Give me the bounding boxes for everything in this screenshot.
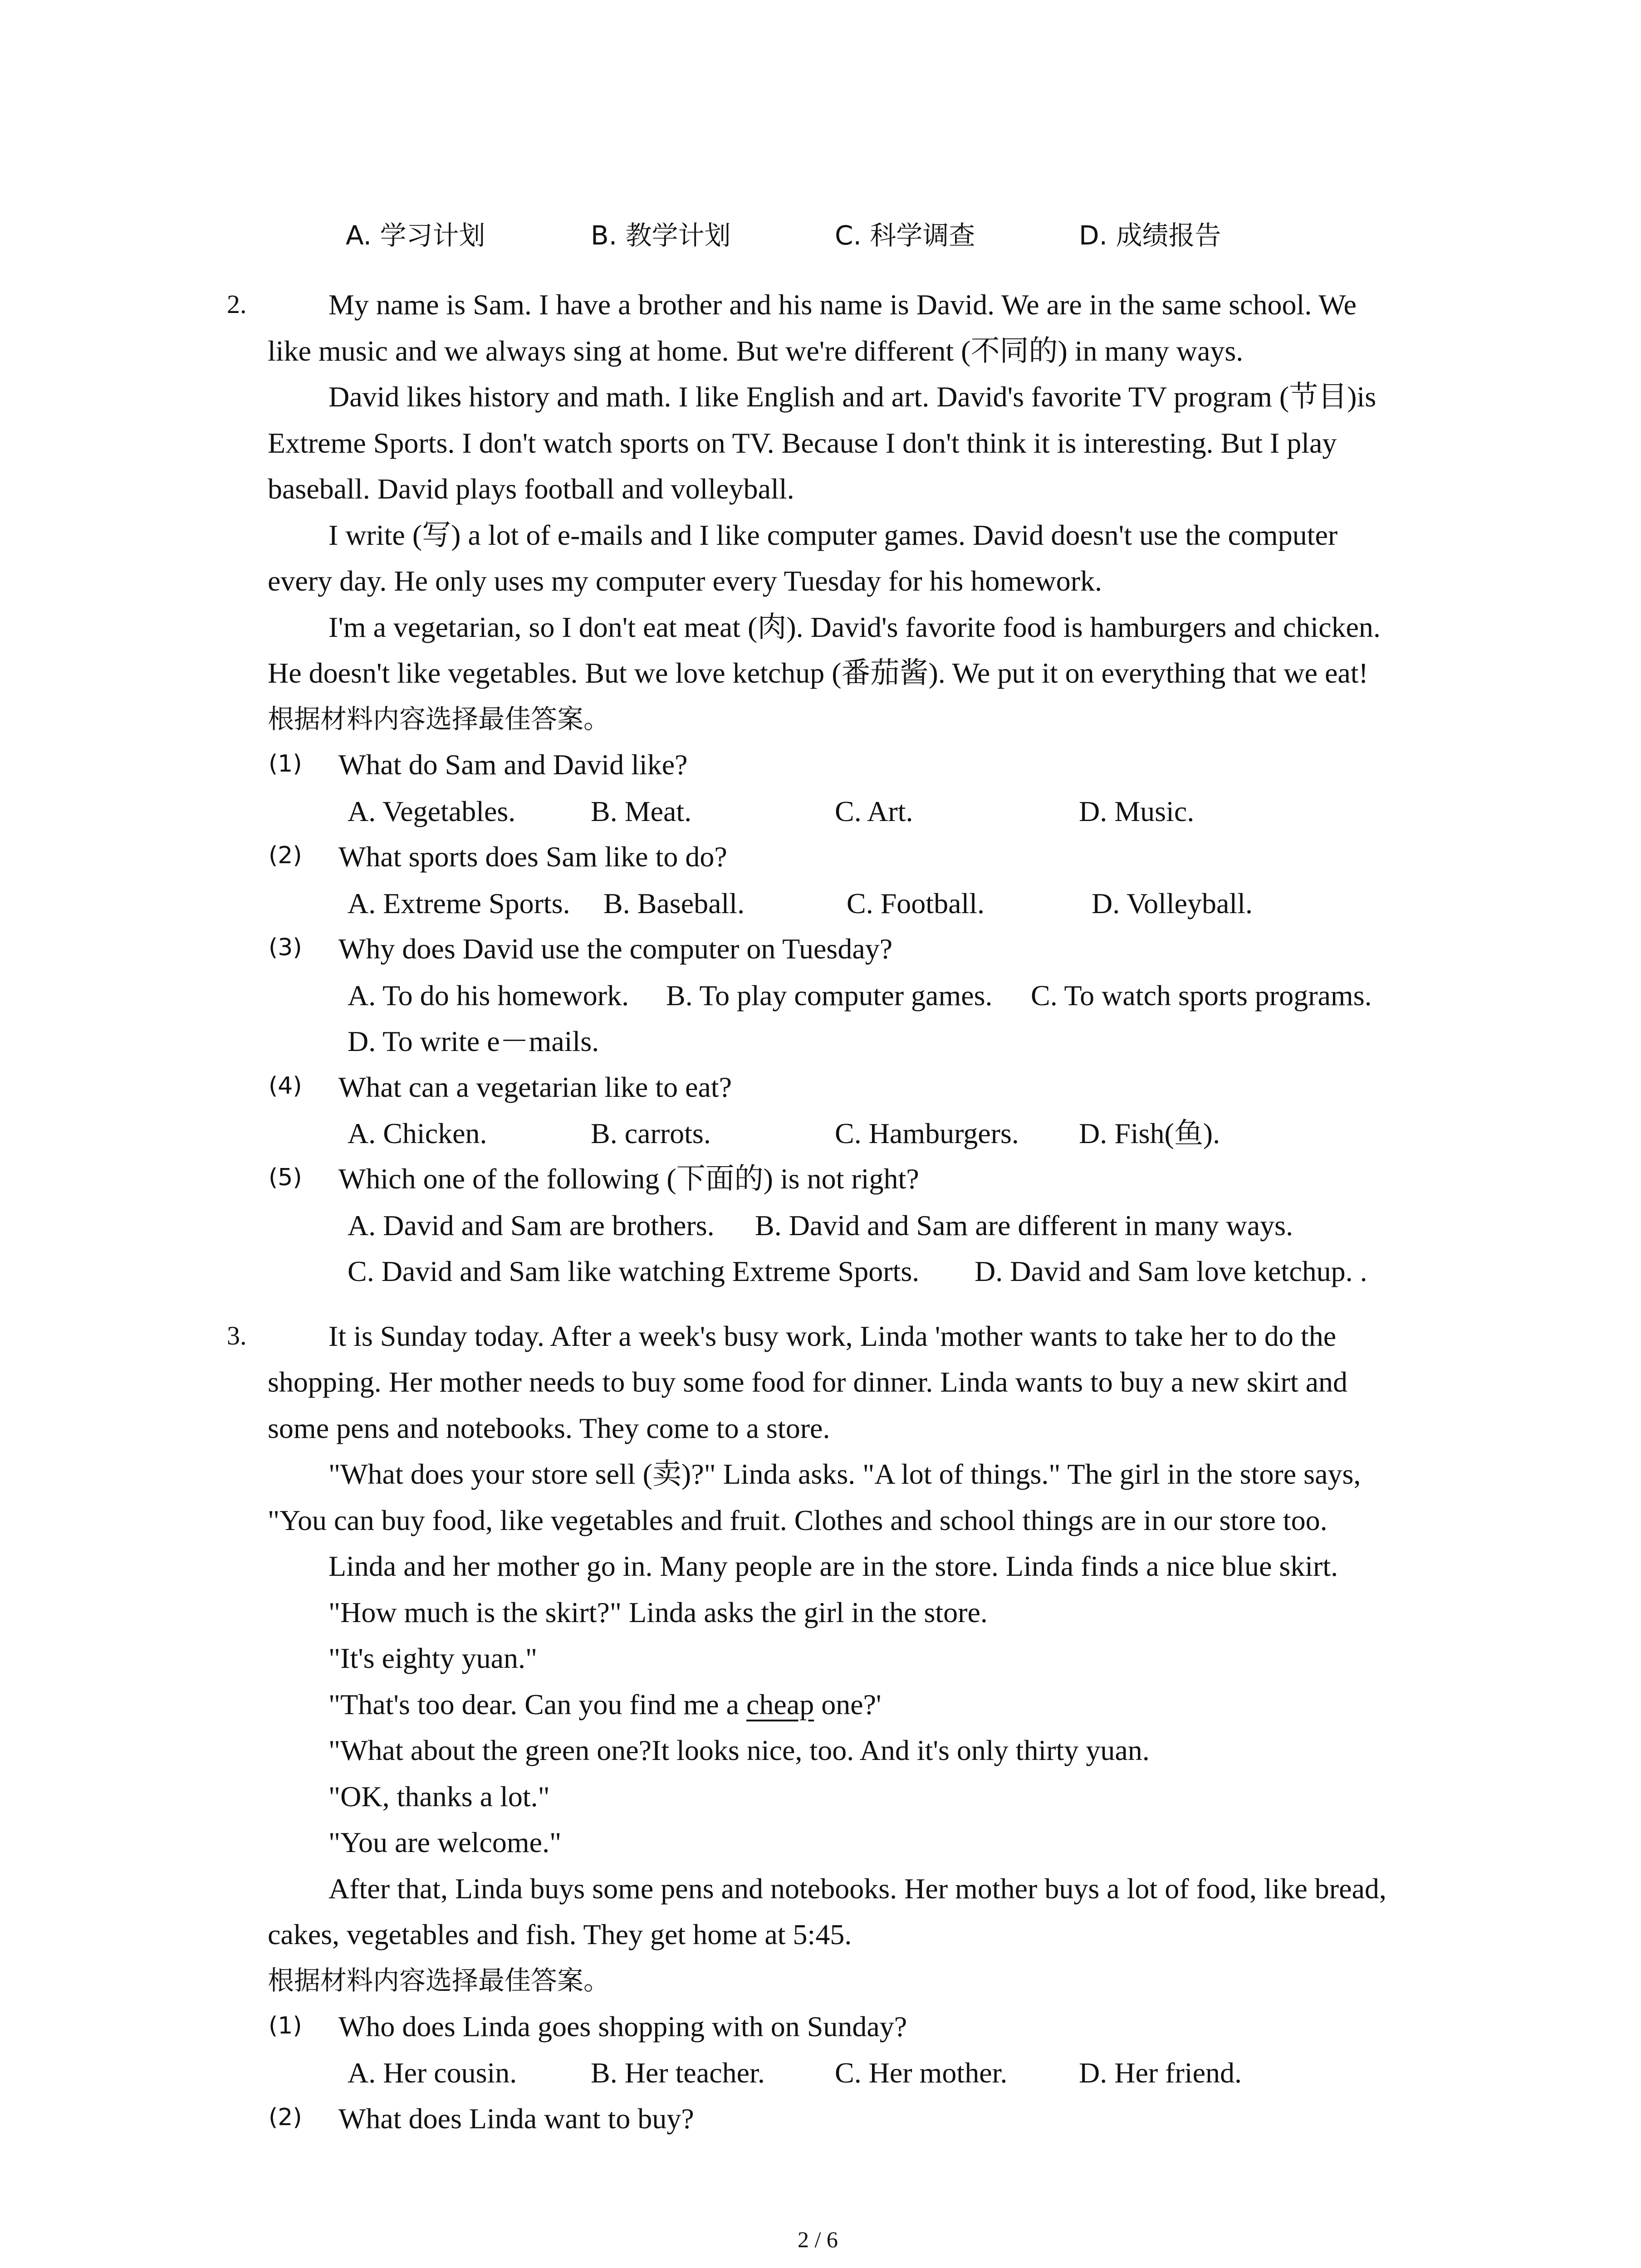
answer-option: D. Music. <box>1079 795 1195 827</box>
answer-option: A. Vegetables. <box>348 795 516 827</box>
passage-line: He doesn't like vegetables. But we love ketchup (番茄酱). We put it on everything that we eat! <box>268 657 1368 689</box>
passage-line: "What about the green one?It looks nice, too. And it's only thirty yuan. <box>328 1734 1150 1766</box>
answer-option: A. David and Sam are brothers. <box>348 1209 715 1242</box>
passage-line: Linda and her mother go in. Many people are in the store. Linda finds a nice blue skirt. <box>328 1550 1338 1582</box>
answer-option: B. carrots. <box>591 1117 711 1149</box>
passage-line: It is Sunday today. After a week's busy work, Linda 'mother wants to take her to do the <box>328 1320 1337 1352</box>
answer-option: A. Chicken. <box>348 1117 487 1149</box>
passage-line: shopping. Her mother needs to buy some food for dinner. Linda wants to buy a new skirt and <box>268 1366 1347 1398</box>
passage-line: some pens and notebooks. They come to a store. <box>268 1412 830 1444</box>
passage-line: "How much is the skirt?" Linda asks the girl in the store. <box>328 1596 988 1628</box>
option-d: D. 成绩报告 <box>1079 220 1221 251</box>
answer-option: D. David and Sam love ketchup. . <box>975 1255 1367 1287</box>
answer-option: D. Volleyball. <box>1092 887 1253 919</box>
sub-question-text: What sports does Sam like to do? <box>338 841 727 873</box>
answer-option: C. To watch sports programs. <box>1031 979 1372 1012</box>
passage-line: "It's eighty yuan." <box>328 1642 538 1674</box>
passage-line: "OK, thanks a lot." <box>328 1780 550 1813</box>
passage-line: "What does your store sell (卖)?" Linda asks. "A lot of things." The girl in the store says, <box>328 1458 1361 1490</box>
sub-question-number: (4) <box>269 1072 302 1100</box>
passage-line: I write (写) a lot of e-mails and I like computer games. David doesn't use the computer <box>328 519 1338 551</box>
answer-option: A. Extreme Sports. <box>348 887 570 919</box>
sub-question-text: Who does Linda goes shopping with on Sunday? <box>338 2010 907 2043</box>
option-a: A. 学习计划 <box>346 220 485 251</box>
sub-question-number: (5) <box>269 1164 302 1191</box>
sub-question-number: (2) <box>269 842 302 869</box>
passage-line: David likes history and math. I like English and art. David's favorite TV program (节目)is <box>328 381 1376 413</box>
answer-option: D. Fish(鱼). <box>1079 1117 1220 1149</box>
question-number: 2. <box>227 289 247 319</box>
answer-option: A. Her cousin. <box>348 2057 517 2089</box>
answer-option: C. Football. <box>847 887 985 919</box>
instruction: 根据材料内容选择最佳答案。 <box>268 704 610 734</box>
passage-line: every day. He only uses my computer every Tuesday for his homework. <box>268 565 1102 597</box>
option-c: C. 科学调查 <box>835 220 975 251</box>
answer-option: C. David and Sam like watching Extreme Sports. <box>348 1255 920 1287</box>
sub-question-text: What does Linda want to buy? <box>338 2102 694 2135</box>
answer-option: D. To write e－mails. <box>348 1025 599 1057</box>
passage-line: "You are welcome." <box>328 1826 562 1858</box>
passage-line: After that, Linda buys some pens and notebooks. Her mother buys a lot of food, like bread, <box>328 1872 1386 1905</box>
sub-question-text: Why does David use the computer on Tuesday? <box>338 933 893 965</box>
underlined-word: cheap <box>746 1688 814 1721</box>
line-text: one?' <box>814 1688 882 1721</box>
answer-option: A. To do his homework. <box>348 979 629 1012</box>
line-text: "That's too dear. Can you find me a <box>328 1688 746 1721</box>
question-number: 3. <box>227 1321 247 1350</box>
answer-option: B. Meat. <box>591 795 692 827</box>
passage-line: I'm a vegetarian, so I don't eat meat (肉). David's favorite food is hamburgers and chicken. <box>328 611 1381 643</box>
answer-option: B. David and Sam are different in many ways. <box>755 1209 1293 1242</box>
answer-option: C. Her mother. <box>835 2057 1008 2089</box>
instruction: 根据材料内容选择最佳答案。 <box>268 1965 610 1996</box>
sub-question-number: (1) <box>269 750 302 777</box>
passage-line: Extreme Sports. I don't watch sports on TV. Because I don't think it is interesting. But I play <box>268 427 1337 459</box>
option-b: B. 教学计划 <box>591 220 731 251</box>
answer-option: C. Hamburgers. <box>835 1117 1019 1149</box>
passage-line: "You can buy food, like vegetables and fruit. Clothes and school things are in our store too. <box>268 1504 1327 1536</box>
sub-question-number: (3) <box>269 934 302 961</box>
passage-line: My name is Sam. I have a brother and his name is David. We are in the same school. We <box>328 288 1357 321</box>
answer-option: C. Art. <box>835 795 913 827</box>
page-number: 2 / 6 <box>798 2227 838 2252</box>
sub-question-number: (1) <box>269 2012 302 2039</box>
passage-line: baseball. David plays football and volleyball. <box>268 473 794 505</box>
answer-option: B. Her teacher. <box>591 2057 765 2089</box>
answer-option: B. To play computer games. <box>666 979 993 1012</box>
passage-line: cakes, vegetables and fish. They get home at 5:45. <box>268 1918 852 1950</box>
sub-question-text: What can a vegetarian like to eat? <box>338 1071 732 1103</box>
passage-line <box>328 1690 882 1719</box>
sub-question-text: Which one of the following (下面的) is not right? <box>338 1163 919 1195</box>
passage-line: like music and we always sing at home. But we're different (不同的) in many ways. <box>268 335 1244 367</box>
sub-question-text: What do Sam and David like? <box>338 748 688 781</box>
sub-question-number: (2) <box>269 2104 302 2131</box>
answer-option: D. Her friend. <box>1079 2057 1242 2089</box>
answer-option: B. Baseball. <box>603 887 745 919</box>
